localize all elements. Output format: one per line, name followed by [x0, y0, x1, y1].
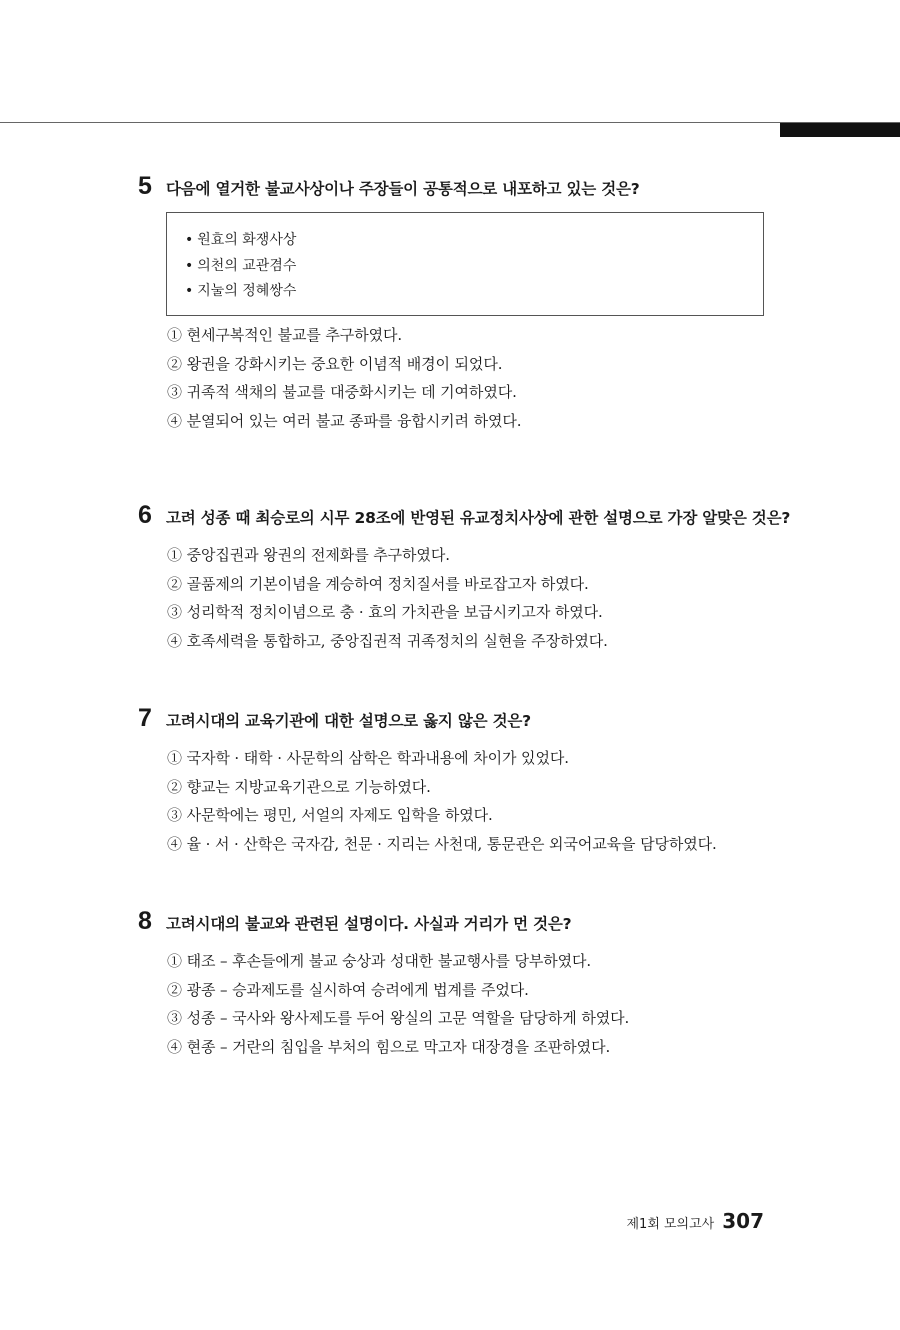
- bullet-icon: •: [185, 232, 194, 248]
- choice-4[interactable]: ④ 율 · 서 · 산학은 국자감, 천문 · 지리는 사천대, 통문관은 외국어교육을 담당하였다.: [167, 834, 717, 853]
- choice-4[interactable]: ④ 분열되어 있는 여러 불교 종파를 융합시키려 하였다.: [167, 411, 522, 430]
- choice-2[interactable]: ② 광종 – 승과제도를 실시하여 승려에게 법계를 주었다.: [167, 980, 529, 999]
- choice-1[interactable]: ① 중앙집권과 왕권의 전제화를 추구하였다.: [167, 546, 450, 564]
- question-number: 6: [138, 501, 152, 529]
- question-5-box: [166, 212, 764, 316]
- choice-1[interactable]: ① 태조 – 후손들에게 불교 숭상과 성대한 불교행사를 당부하였다.: [167, 952, 592, 970]
- question-5-choices: [138, 321, 798, 435]
- choice-2[interactable]: ② 골품제의 기본이념을 계승하여 정치질서를 바로잡고자 하였다.: [167, 574, 589, 593]
- box-item: • 의천의 교관겸수: [185, 257, 297, 274]
- choice-2[interactable]: ② 왕권을 강화시키는 중요한 이념적 배경이 되었다.: [167, 354, 503, 373]
- question-5: [138, 172, 798, 201]
- page-footer: [626, 1209, 764, 1233]
- choice-3[interactable]: ③ 성리학적 정치이념으로 충 · 효의 가치관을 보급시키고자 하였다.: [167, 603, 603, 621]
- footer-label: 제1회 모의고사: [626, 1217, 715, 1232]
- question-text: 고려시대의 교육기관에 대한 설명으로 옳지 않은 것은?: [166, 712, 531, 730]
- choice-3[interactable]: ③ 성종 – 국사와 왕사제도를 두어 왕실의 고문 역할을 담당하게 하였다.: [167, 1009, 630, 1027]
- question-number: 8: [138, 907, 152, 935]
- question-text: 고려시대의 불교와 관련된 설명이다. 사실과 거리가 먼 것은?: [166, 915, 572, 933]
- box-item: • 지눌의 정혜쌍수: [185, 283, 297, 299]
- choice-2[interactable]: ② 향교는 지방교육기관으로 기능하였다.: [167, 777, 431, 796]
- bullet-icon: •: [185, 257, 194, 274]
- bullet-icon: •: [185, 283, 194, 299]
- choice-3[interactable]: ③ 귀족적 색채의 불교를 대중화시키는 데 기여하였다.: [167, 383, 517, 401]
- box-item: • 원효의 화쟁사상: [185, 232, 297, 248]
- question-text: 고려 성종 때 최승로의 시무 28조에 반영된 유교정치사상에 관한 설명으로 가장 알맞은 것은?: [166, 509, 791, 527]
- question-7: [138, 704, 798, 858]
- question-text: 다음에 열거한 불교사상이나 주장들이 공통적으로 내포하고 있는 것은?: [166, 180, 640, 198]
- choice-4[interactable]: ④ 호족세력을 통합하고, 중앙집권적 귀족정치의 실현을 주장하였다.: [167, 631, 608, 650]
- choice-1[interactable]: ① 국자학 · 태학 · 사문학의 삼학은 학과내용에 차이가 있었다.: [167, 749, 569, 767]
- question-number: 7: [138, 704, 152, 732]
- page-number: 307: [722, 1209, 764, 1233]
- choice-3[interactable]: ③ 사문학에는 평민, 서얼의 자제도 입학을 하였다.: [167, 806, 493, 824]
- choice-4[interactable]: ④ 현종 – 거란의 침입을 부처의 힘으로 막고자 대장경을 조판하였다.: [167, 1037, 611, 1056]
- header-rule: [0, 122, 900, 123]
- question-6: [138, 501, 798, 655]
- choice-1[interactable]: ① 현세구복적인 불교를 추구하였다.: [167, 326, 403, 344]
- question-number: 5: [138, 172, 152, 200]
- header-tab-bar: [780, 123, 900, 137]
- question-8: [138, 907, 798, 1061]
